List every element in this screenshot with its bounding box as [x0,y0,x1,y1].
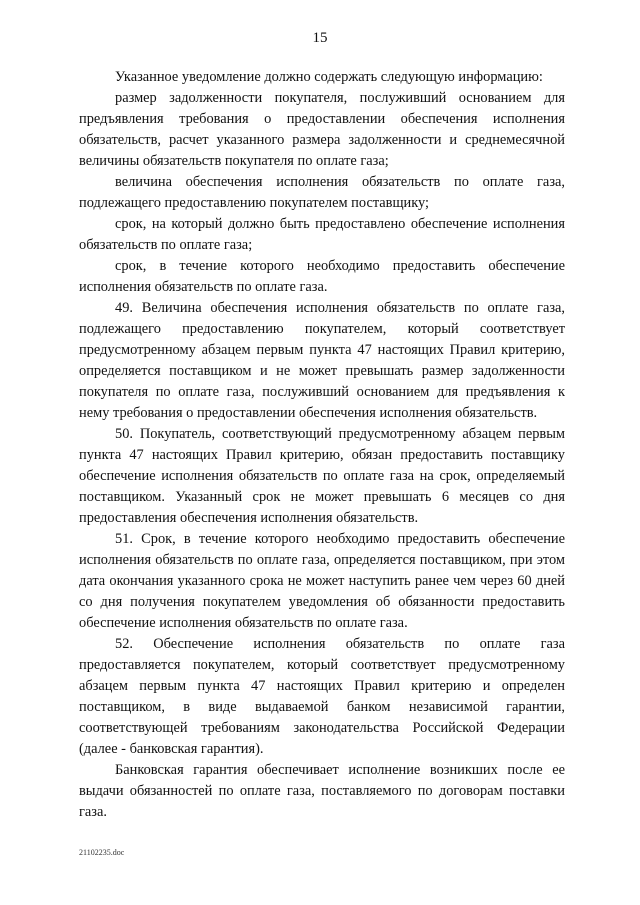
paragraph-bank-guarantee: Банковская гарантия обеспечивает исполнение возникших после ее выдачи обязанностей по оплате газа, поставляемого по договорам поставки газа. [79,762,565,820]
paragraph-notice-contents: Указанное уведомление должно содержать следующую информацию: [115,69,543,85]
document-body [79,67,565,823]
paragraph-debt-amount: размер задолженности покупателя, послуживший основанием для предъявления требования о предоставлении обеспечения исполнения обязательств, расчет указанного размера задолженности и среднемесячной величины обязательств покупателя по оплате газа; [79,90,565,169]
footer-document-code: 21102235.doc [79,848,125,857]
page-number: 15 [312,30,328,46]
paragraph-provision-deadline: срок, в течение которого необходимо предоставить обеспечение исполнения обязательств по оплате газа. [79,258,565,295]
paragraph-clause-50: 50. Покупатель, соответствующий предусмотренному абзацем первым пункта 47 настоящих Правил критерию, обязан предоставить поставщику обеспечение исполнения обязательств по оплате газа на срок, определяемый поставщиком. Указанный срок не может превышать 6 месяцев со дня предоставления обеспечения исполнения обязательств. [79,426,565,526]
paragraph-clause-52: 52. Обеспечение исполнения обязательств по оплате газа предоставляется покупателем, который соответствует предусмотренному абзацем первым пункта 47 настоящих Правил критерию и определен поставщиком, в виде выдаваемой банком независимой гарантии, соответствующей требованиям законодательства Российской Федерации (далее - банковская гарантия). [79,636,565,757]
paragraph-security-amount: величина обеспечения исполнения обязательств по оплате газа, подлежащего предоставлению покупателем поставщику; [79,174,565,211]
paragraph-clause-51: 51. Срок, в течение которого необходимо предоставить обеспечение исполнения обязательств по оплате газа, определяется поставщиком, при этом дата окончания указанного срока не может наступить ранее чем через 60 дней со дня получения покупателем уведомления об обязанности предоставить обеспечение исполнения обязательств по оплате газа. [79,531,565,631]
paragraph-security-term: срок, на который должно быть предоставлено обеспечение исполнения обязательств по оплате газа; [79,216,565,253]
paragraph-clause-49: 49. Величина обеспечения исполнения обязательств по оплате газа, подлежащего предоставлению покупателем, который соответствует предусмотренному абзацем первым пункта 47 настоящих Правил критерию, определяется поставщиком и не может превышать размер задолженности покупателя по оплате газа, послуживший основанием для предъявления к нему требования о предоставлении обеспечения исполнения обязательств. [79,300,565,421]
